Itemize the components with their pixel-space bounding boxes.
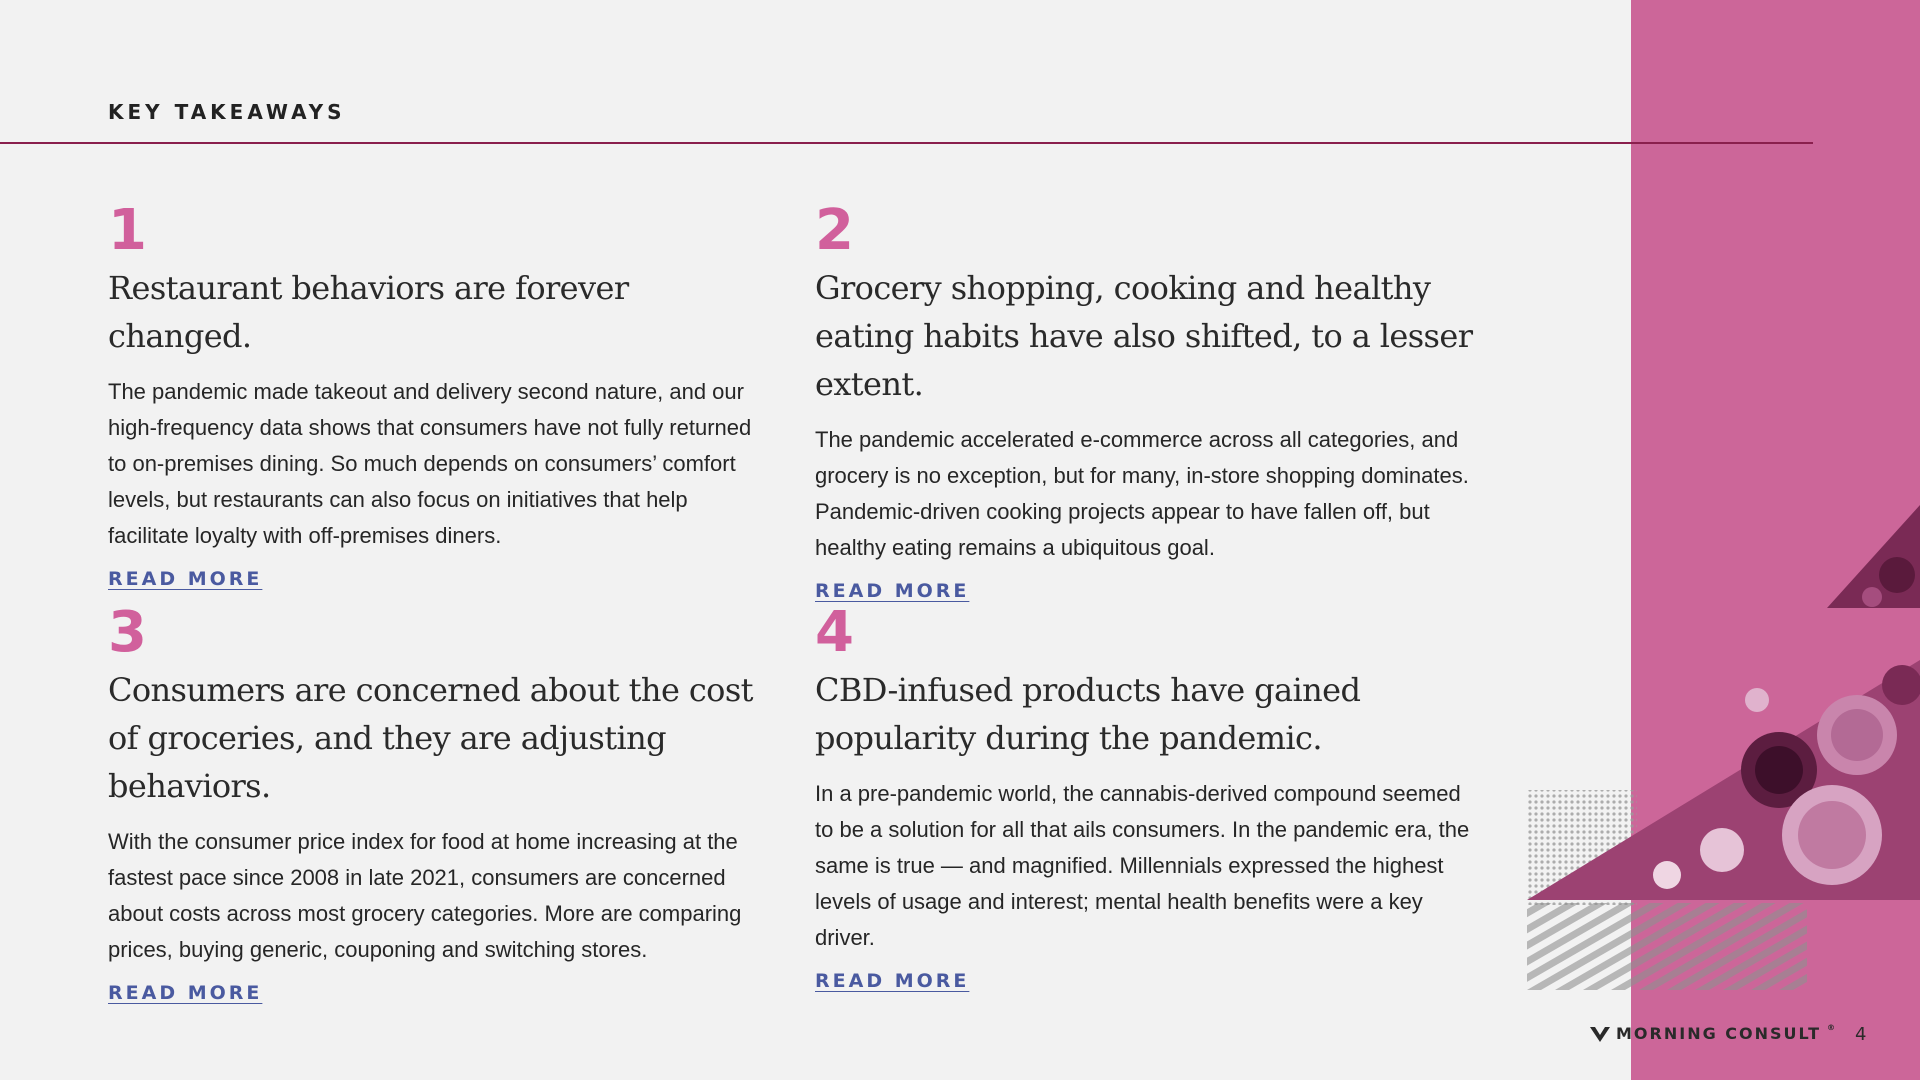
takeaway-number: 1 <box>108 198 147 263</box>
header-rule <box>0 142 1813 144</box>
page-number: 4 <box>1855 1024 1867 1045</box>
takeaway-number: 4 <box>815 600 854 665</box>
takeaway-1 <box>108 200 768 590</box>
read-more-link[interactable]: READ MORE <box>108 568 263 590</box>
takeaway-body: The pandemic accelerated e-commerce across all categories, and grocery is no exception, but for many, in-store shopping dominates. Pandemic-driven cooking projects appear to have fallen off, but healthy eating remains a ubiquitous goal. <box>815 427 1469 560</box>
takeaway-heading: CBD-infused products have gained popularity during the pandemic. <box>815 671 1361 757</box>
trademark: ® <box>1827 1023 1837 1032</box>
takeaway-number: 3 <box>108 600 147 665</box>
read-more-link[interactable]: READ MORE <box>815 970 970 992</box>
takeaway-body: In a pre-pandemic world, the cannabis-derived compound seemed to be a solution for all that ails consumers. In the pandemic era, the same is true — and magnified. Millennials expressed the highest levels of usage and interest; mental health benefits were a key driver. <box>815 781 1470 950</box>
takeaway-heading: Grocery shopping, cooking and healthy eating habits have also shifted, to a lesser extent. <box>815 269 1473 403</box>
takeaway-3 <box>108 602 768 1004</box>
section-label: KEY TAKEAWAYS <box>108 100 346 124</box>
takeaway-body: With the consumer price index for food at home increasing at the fastest pace since 2008 in late 2021, consumers are concerned about costs across most grocery categories. More are comparing prices, buying generic, couponing and switching stores. <box>108 829 742 962</box>
takeaway-heading: Consumers are concerned about the cost of groceries, and they are adjusting behaviors. <box>108 671 753 805</box>
brand-name: MORNING CONSULT <box>1616 1024 1821 1043</box>
takeaway-4 <box>815 602 1475 992</box>
read-more-link[interactable]: READ MORE <box>108 982 263 1004</box>
read-more-link[interactable]: READ MORE <box>815 580 970 602</box>
morning-consult-logo-icon <box>1590 1025 1610 1043</box>
takeaway-2 <box>815 200 1475 602</box>
takeaway-body: The pandemic made takeout and delivery second nature, and our high-frequency data shows that consumers have not fully returned to on-premises dining. So much depends on consumers’ comfort levels, but restaurants can also focus on initiatives that help facilitate loyalty with off-premises diners. <box>108 379 752 548</box>
takeaway-number: 2 <box>815 198 854 263</box>
food-table-photo-icon <box>1527 505 1920 990</box>
morning-consult-logo <box>1590 1024 1837 1043</box>
takeaway-heading: Restaurant behaviors are forever changed. <box>108 269 629 355</box>
